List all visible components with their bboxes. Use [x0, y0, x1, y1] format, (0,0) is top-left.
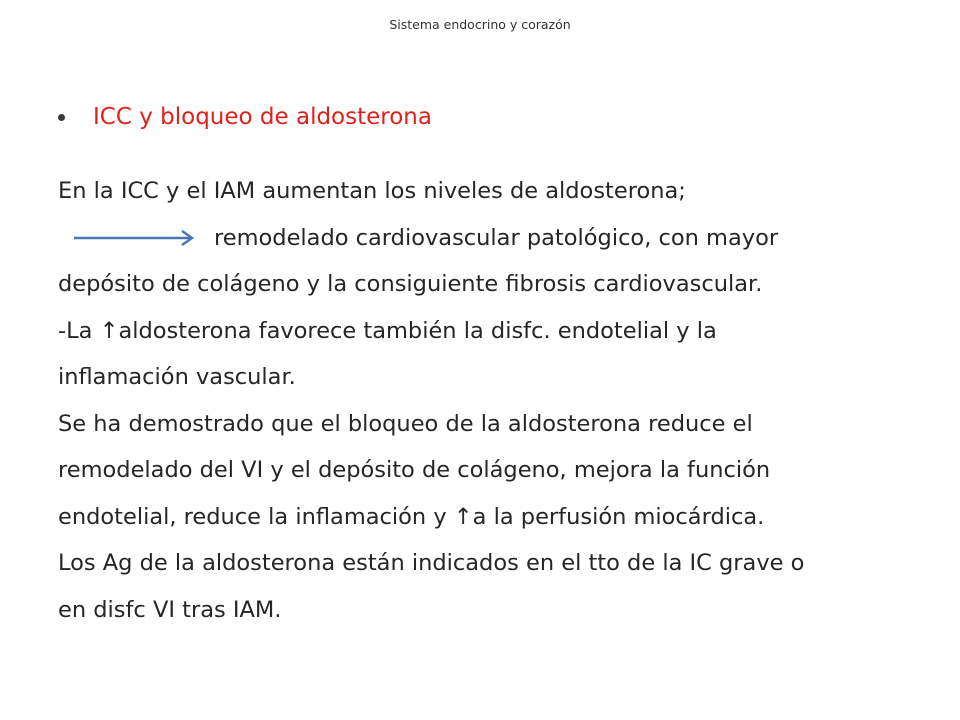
- body-line-5: inflamación vascular.: [58, 364, 296, 390]
- body-line-2-with-arrow: [58, 215, 938, 262]
- body-line-1: En la ICC y el IAM aumentan los niveles de aldosterona;: [58, 178, 686, 204]
- slide-header-title: Sistema endocrino y corazón: [389, 17, 571, 32]
- body-line-9: Los Ag de la aldosterona están indicados en el tto de la IC grave o: [58, 550, 805, 576]
- bullet-dot-icon: [58, 114, 65, 121]
- body-line-3: depósito de colágeno y la consiguiente fibrosis cardiovascular.: [58, 271, 763, 297]
- body-paragraph: [58, 168, 938, 633]
- right-arrow-icon: [72, 227, 200, 249]
- body-line-7: remodelado del VI y el depósito de colágeno, mejora la función: [58, 457, 771, 483]
- bullet-item: [58, 104, 432, 130]
- body-line-2: remodelado cardiovascular patológico, con mayor: [214, 224, 779, 251]
- body-line-8: endotelial, reduce la inflamación y ↑a la perfusión miocárdica.: [58, 503, 765, 530]
- bullet-heading: ICC y bloqueo de aldosterona: [93, 104, 432, 130]
- body-line-10: en disfc VI tras IAM.: [58, 596, 282, 623]
- body-line-6: Se ha demostrado que el bloqueo de la aldosterona reduce el: [58, 410, 753, 437]
- body-line-4: -La ↑aldosterona favorece también la disfc. endotelial y la: [58, 317, 717, 344]
